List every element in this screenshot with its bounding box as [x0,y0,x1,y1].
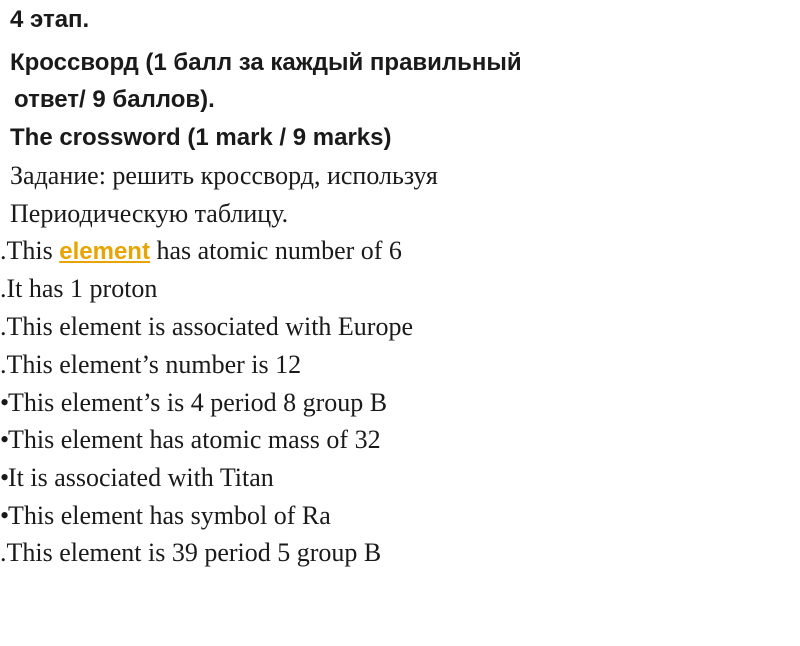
clue-marker: . [0,312,7,341]
clue-item [0,464,274,492]
clue-marker: . [0,538,7,567]
clue-item [0,237,402,266]
clue-item [0,351,301,379]
bullet-marker: • [0,425,10,454]
title-line-1: Кроссворд (1 балл за каждый правильный [10,49,522,76]
clue-text: This element’s number is 12 [6,350,302,379]
clue-text-post: has atomic number of 6 [149,236,402,265]
task-line-1: Задание: решить кроссворд, используя [10,161,438,190]
bullet-marker: • [0,463,10,492]
bullet-marker: • [0,501,10,530]
clue-item [0,502,331,530]
clue-text: This element has atomic mass of 32 [8,425,381,454]
clue-text: It is associated with Titan [8,463,274,492]
clue-item [0,275,157,303]
clue-text: This element’s is 4 period 8 group B [8,388,388,417]
clue-item [0,539,381,567]
highlight-link[interactable]: element [59,238,150,265]
clue-text: It has 1 proton [6,274,158,303]
clue-item [0,313,413,341]
bullet-marker: • [0,388,10,417]
clue-text: This element is associated with Europe [6,312,414,341]
stage-heading: 4 этап. [10,6,90,33]
clue-marker: . [0,350,7,379]
clue-item [0,426,381,454]
task-line-2: Периодическую таблицу. [10,199,289,228]
clue-text: This element is 39 period 5 group B [6,538,382,567]
clue-marker: . [0,274,7,303]
clue-text: This element has symbol of Ra [8,501,331,530]
clue-text-pre: This [6,236,60,265]
clue-item [0,389,387,417]
title-line-2: ответ/ 9 баллов). [14,86,215,113]
clue-marker: . [0,236,7,265]
title-english: The crossword (1 mark / 9 marks) [10,124,392,151]
